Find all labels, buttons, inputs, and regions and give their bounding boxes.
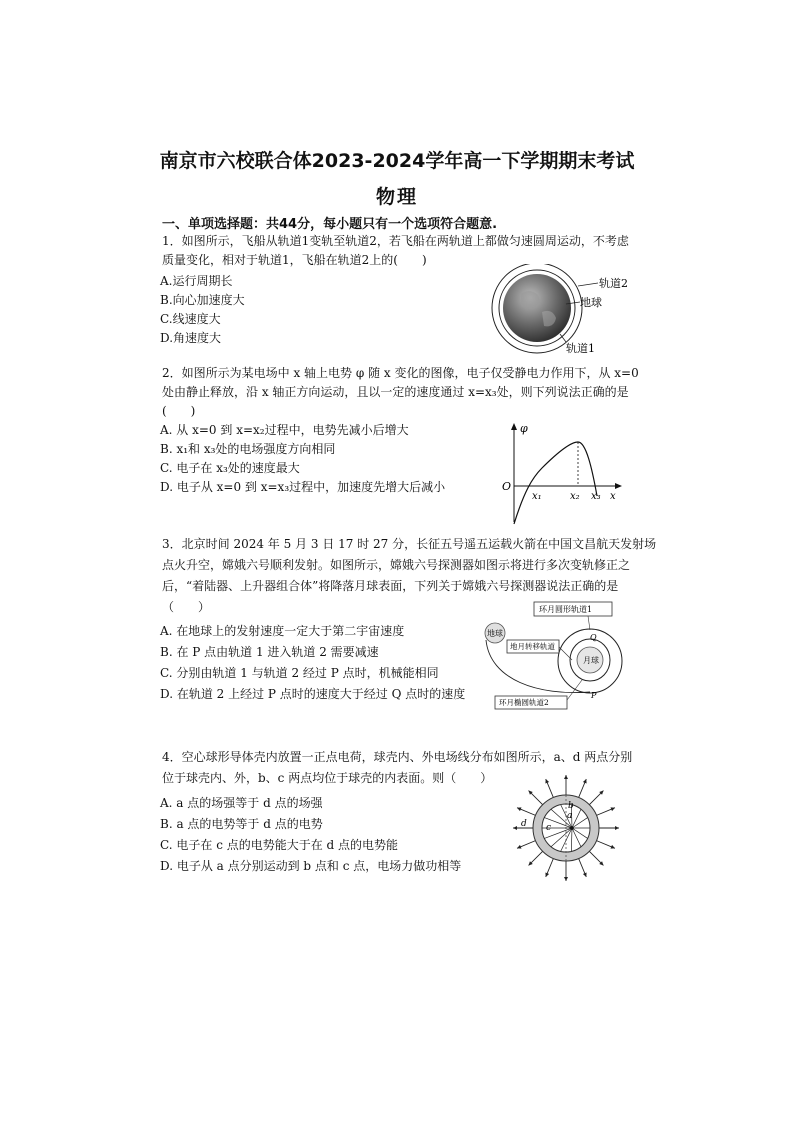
q3-stem-line-4: （ ） xyxy=(162,600,211,614)
q3-lunar-orbit-figure xyxy=(478,600,636,712)
point-charge xyxy=(570,826,574,830)
x-axis-arrow xyxy=(615,483,622,489)
q2-option-d: D. 电子从 x=0 到 x=x₃过程中，加速度先增大后减小 xyxy=(160,480,446,494)
q4-option-d: D. 电子从 a 点分别运动到 b 点和 c 点，电场力做功相等 xyxy=(160,859,462,873)
q3-stem-line-1: 3．北京时间 2024 年 5 月 3 日 17 时 27 分，长征五号遥五运载火箭在中国文昌航天发射场 xyxy=(162,537,657,551)
q2-option-a: A. 从 x=0 到 x=x₂过程中，电势先减小后增大 xyxy=(160,423,409,437)
orbit-2-pointer xyxy=(578,283,598,286)
q3-option-a: A. 在地球上的发射速度一定大于第二宇宙速度 xyxy=(160,624,405,638)
subject-title: 物理 xyxy=(375,186,418,208)
q2-potential-graph xyxy=(498,420,628,528)
q4-stem-line-1: 4．空心球形导体壳内放置一正点电荷，球壳内、外电场线分布如图所示，a、d 两点分别 xyxy=(162,750,633,764)
transfer-orbit-pointer xyxy=(559,647,572,660)
point-b-label: b xyxy=(568,801,574,811)
q1-option-d: D.角速度大 xyxy=(160,331,222,345)
q3-option-c: C. 分别由轨道 1 与轨道 2 经过 P 点时，机械能相同 xyxy=(160,666,439,680)
earth-globe xyxy=(503,274,571,342)
label-earth: 地球 xyxy=(487,629,503,638)
label-orbit-1: 轨道1 xyxy=(566,342,595,355)
field-arrowhead xyxy=(513,826,517,830)
point-p-label: P xyxy=(591,691,597,700)
label-circular-orbit: 环月圆形轨道1 xyxy=(539,605,593,614)
point-c-label: c xyxy=(546,823,552,833)
label-earth: 地球 xyxy=(580,296,602,309)
q1-stem-line-2: 质量变化，相对于轨道1，飞船在轨道2上的( ) xyxy=(162,253,427,267)
q1-option-a: A.运行周期长 xyxy=(160,274,233,288)
x-axis-label: x xyxy=(610,491,616,502)
y-axis-label: φ xyxy=(520,422,528,435)
label-orbit-2: 轨道2 xyxy=(599,277,628,290)
q2-option-c: C. 电子在 x₃处的速度最大 xyxy=(160,461,300,475)
q1-orbit-figure xyxy=(486,264,646,356)
point-q-label: Q xyxy=(590,633,597,642)
elliptic-orbit-pointer xyxy=(567,680,582,700)
label-elliptic-orbit: 环月椭圆轨道2 xyxy=(499,698,549,707)
point-a-label: a xyxy=(567,811,573,821)
section-heading: 一、单项选择题：共44分，每小题只有一个选项符合题意. xyxy=(162,217,498,232)
label-transfer-orbit: 地月转移轨道 xyxy=(510,642,555,651)
label-moon: 月球 xyxy=(583,656,599,665)
q3-option-b: B. 在 P 点由轨道 1 进入轨道 2 需要减速 xyxy=(160,645,379,659)
q1-option-c: C.线速度大 xyxy=(160,312,221,326)
q3-stem-line-3: 后，“着陆器、上升器组合体”将降落月球表面，下列关于嫦娥六号探测器说法正确的是 xyxy=(162,579,619,593)
q4-option-c: C. 电子在 c 点的电势能大于在 d 点的电势能 xyxy=(160,838,399,852)
field-arrowhead xyxy=(564,877,568,881)
q2-stem-line-1: 2．如图所示为某电场中 x 轴上电势 φ 随 x 变化的图像，电子仅受静电力作用下，从 x=0 xyxy=(162,366,639,380)
origin-label: O xyxy=(502,480,512,493)
q2-stem-line-3: ( ) xyxy=(162,404,196,418)
x1-label: x₁ xyxy=(532,491,542,502)
y-axis-arrow xyxy=(511,423,517,430)
q3-stem-line-2: 点火升空，嫦娥六号顺利发射。如图所示，嫦娥六号探测器如图示将进行多次变轨修正之 xyxy=(162,558,631,572)
potential-curve xyxy=(514,442,597,524)
q2-option-b: B. x₁和 x₃处的电场强度方向相同 xyxy=(160,442,336,456)
point-d-label: d xyxy=(521,819,527,829)
field-arrowhead xyxy=(615,826,619,830)
q4-option-a: A. a 点的场强等于 d 点的场强 xyxy=(160,796,323,810)
q4-field-lines-figure xyxy=(508,770,624,886)
circular-orbit-pointer xyxy=(588,616,590,630)
q1-option-b: B.向心加速度大 xyxy=(160,293,245,307)
q3-option-d: D. 在轨道 2 上经过 P 点时的速度大于经过 Q 点时的速度 xyxy=(160,687,466,701)
exam-title: 南京市六校联合体2023-2024学年高一下学期期末考试 xyxy=(159,150,635,172)
q4-option-b: B. a 点的电势等于 d 点的电势 xyxy=(160,817,323,831)
x3-label: x₃ xyxy=(591,491,601,502)
q4-stem-line-2: 位于球壳内、外，b、c 两点均位于球壳的内表面。则（ ） xyxy=(162,771,493,785)
x2-label: x₂ xyxy=(570,491,580,502)
q1-stem-line-1: 1．如图所示，飞船从轨道1变轨至轨道2，若飞船在两轨道上都做匀速圆周运动，不考虑 xyxy=(162,234,629,248)
field-arrowhead xyxy=(564,775,568,779)
q2-stem-line-2: 处由静止释放，沿 x 轴正方向运动，且以一定的速度通过 x=x₃处，则下列说法正确的是 xyxy=(162,385,629,399)
